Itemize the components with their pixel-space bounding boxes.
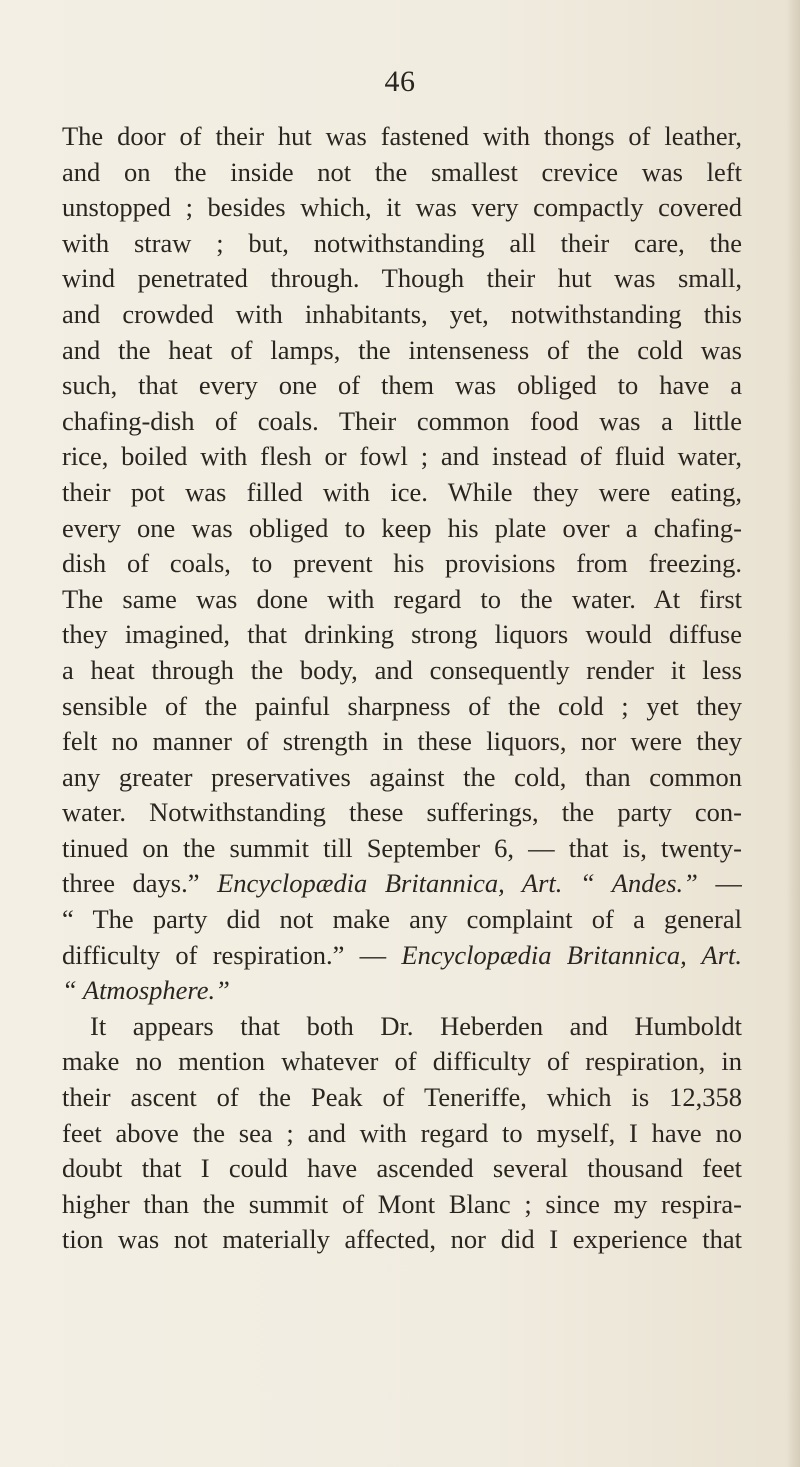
text-line: dish of coals, to prevent his provisions from freezing.: [62, 548, 742, 579]
text-line: felt no manner of strength in these liquors, nor were they: [62, 726, 742, 757]
citation-source: Encyclopædia Britannica, Art. “ Andes.”: [217, 868, 698, 899]
citation-line: [62, 973, 742, 1009]
text-line: their ascent of the Peak of Teneriffe, which is 12,358: [62, 1082, 742, 1113]
text-line: chafing-dish of coals. Their common food was a little: [62, 405, 742, 436]
text-line: higher than the summit of Mont Blanc ; since my respira-: [62, 1188, 742, 1219]
text-line: sensible of the painful sharpness of the cold ; yet they: [62, 690, 742, 721]
text-line: tion was not materially affected, nor did I experience that: [62, 1224, 742, 1255]
text-line: and the heat of lamps, the intenseness of the cold was: [62, 334, 742, 365]
text-line: The door of their hut was fastened with thongs of leather,: [62, 121, 742, 151]
page-number: 46: [384, 65, 416, 98]
citation-line: [62, 938, 742, 974]
paragraph-first-line: It appears that both Dr. Heberden and Humboldt: [90, 1010, 742, 1041]
body-text: [62, 119, 742, 1258]
text-line: and on the inside not the smallest crevice was left: [62, 156, 742, 187]
text-line: they imagined, that drinking strong liquors would diffuse: [62, 619, 742, 650]
text-line: with straw ; but, notwithstanding all their care, the: [62, 227, 742, 258]
text-line: feet above the sea ; and with regard to myself, I have no: [62, 1117, 742, 1148]
citation-text: difficulty of respiration.” —: [62, 939, 387, 970]
text-line: wind penetrated through. Though their hut was small,: [62, 263, 742, 294]
citation-source: Encyclopædia Britannica, Art.: [401, 939, 742, 970]
text-line: any greater preservatives against the cold, than common: [62, 761, 742, 792]
citation-text: three days.”: [62, 868, 200, 899]
citation-line: [62, 866, 742, 902]
page-edge-shadow: [786, 0, 800, 1467]
text-line: make no mention whatever of difficulty of respiration, in: [62, 1046, 742, 1077]
text-line: The same was done with regard to the water. At first: [62, 583, 742, 614]
text-line: water. Notwithstanding these sufferings, the party con-: [62, 797, 742, 828]
text-line: tinued on the summit till September 6, — that is, twenty-: [62, 832, 742, 863]
text-line: rice, boiled with flesh or fowl ; and instead of fluid water,: [62, 441, 742, 472]
text-line: every one was obliged to keep his plate over a chafing-: [62, 512, 742, 543]
citation-source: “ Atmosphere.”: [62, 975, 230, 1006]
text-line: and crowded with inhabitants, yet, notwithstanding this: [62, 298, 742, 329]
text-line: doubt that I could have ascended several thousand feet: [62, 1153, 742, 1184]
text-line: their pot was filled with ice. While they were eating,: [62, 476, 742, 507]
quote-line: “ The party did not make any complaint of a general: [62, 904, 742, 935]
text-line: such, that every one of them was obliged to have a: [62, 370, 742, 401]
text-line: a heat through the body, and consequently render it less: [62, 654, 742, 685]
text-line: unstopped ; besides which, it was very compactly covered: [62, 192, 742, 223]
citation-dash: —: [715, 868, 742, 899]
